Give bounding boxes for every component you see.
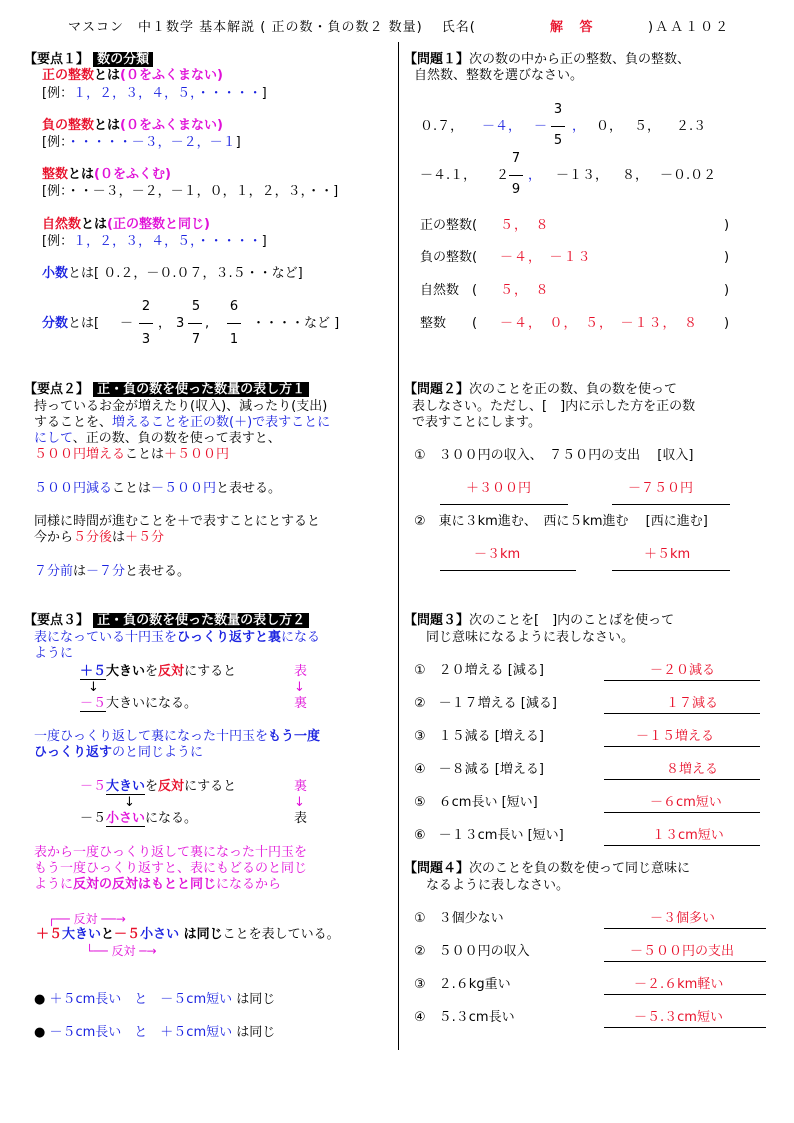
answer-natural-label: 自然数 ( [420,283,478,298]
text: [例： [42,234,74,249]
answer-line [604,1027,766,1028]
text-line [34,431,281,447]
highlight: ５００円増える [34,447,126,462]
side-label: 表 [294,664,308,679]
answer: －５００円の支出 [630,944,735,959]
question: ④ －８減る [増える] [414,762,544,777]
worksheet-code: )ＡＡ１０２ [648,20,731,35]
fraction-denominator: 3 [141,332,151,347]
value: －５ [80,779,107,794]
problem3-line1 [404,613,674,629]
answer: －５.３cm短い [634,1010,723,1025]
nat-example [42,234,267,250]
answer: －７５０円 [628,481,694,496]
note: (０をふくまない) [120,68,223,83]
text: 表になっている十円玉を [34,630,178,645]
value: －５ [80,811,107,826]
text: は [112,530,126,545]
down-arrow-icon: ↓ [294,795,305,810]
fraction-denominator: 5 [553,133,563,148]
text-line [34,564,190,580]
problem4-line1 [404,861,690,877]
question: ③ ２.６kg重い [414,977,511,992]
answer-label: 解 答 [550,20,599,35]
text: と表せる。 [216,481,282,496]
answer: ８増える [666,762,719,777]
answer: ＋５km [644,547,691,562]
comma: , [205,316,210,331]
answer-line [612,504,730,505]
text: [例： [42,86,74,101]
text: ことを表している。 [222,927,340,942]
paren-close: ) [724,218,730,233]
number: ２.３ [676,119,707,134]
answer: －３km [474,547,521,562]
fraction-numerator: 6 [229,299,239,314]
text-line [34,745,203,761]
fraction-denominator: 9 [511,182,521,197]
point3-header [24,613,309,629]
question: ① ３００円の収入、 ７５０円の支出 [収入] [414,448,694,463]
fraction-numerator: 5 [191,299,201,314]
text-line [34,481,281,497]
opposite-arrow-top: ┌── 反対 ──→ [48,912,126,926]
fraction-bar [139,323,153,324]
text-line: 同様に時間が進むことを＋で表すことにとすると [34,514,321,529]
number: －１３， [556,168,609,183]
decimal-def [42,266,303,282]
highlight: ７分前 [34,564,74,579]
term: 正の整数 [42,68,95,83]
answer-line [604,680,760,681]
text: とは [68,167,95,182]
text: と [101,927,115,942]
answer-negative: －４， －１３ [500,250,592,265]
pos-int-example [42,86,267,102]
text-line: 表から一度ひっくり返して裏になった十円玉を [34,845,308,860]
column-divider [398,42,399,1050]
text-line: もう一度ひっくり返すと、表にもどるのと同じ [34,861,308,876]
text-line [34,415,330,431]
neg-int-example [42,135,241,151]
text: 、正の数、負の数を使って表すと、 [72,431,281,446]
answer-line [604,845,760,846]
highlight: －７分 [86,564,126,579]
question: ③ １５減る [増える] [414,729,544,744]
down-arrow-icon: ↓ [88,680,99,695]
fraction-bar [551,126,565,127]
int-def [42,167,171,183]
number: －４， [482,119,522,134]
highlight: ひっくり返す [34,745,113,760]
text: ] [235,135,241,150]
fraction-numerator: 7 [511,151,521,166]
answer-positive: ５， ８ [500,218,550,233]
point2-header [24,382,309,398]
number: －０.０２ [660,168,717,183]
values: １，２，３，４，５，・・・・・ [73,234,262,249]
point1-tag: 【要点１】 [24,52,90,67]
problem2-line1 [404,382,677,398]
note: (正の整数と同じ) [107,217,210,232]
question: ⑤ ６cm長い [短い] [414,795,538,810]
number: ５， [634,119,661,134]
text-line [34,729,320,745]
fraction-denominator: 1 [229,332,239,347]
fraction-bar [509,175,523,176]
number: ０.７， [420,119,464,134]
text: は同じ [236,1025,276,1040]
term: 小数 [42,266,69,281]
problem1-line2: 自然数、整数を選びなさい。 [414,68,584,83]
pos-int-def [42,68,223,84]
answer-negative-label: 負の整数( [420,250,478,265]
comma: ， [158,316,172,331]
side-label: 表 [294,811,308,826]
answer-line [612,570,730,571]
number: ０， [596,119,623,134]
nat-def [42,217,210,233]
fraction-numerator: 2 [141,299,151,314]
highlight: 反対 [158,779,185,794]
text: と表せる。 [125,564,191,579]
paren-close: ) [724,283,730,298]
point3-tag: 【要点３】 [24,613,90,628]
text: は同じ [236,992,276,1007]
highlight: にして [34,431,73,446]
text: 大きい [62,927,102,942]
text: とは [94,68,121,83]
fraction-denominator: 7 [191,332,201,347]
question: ② 東に３km進む、 西に５km進む [西に進む] [414,514,708,529]
problem3-line2: 同じ意味になるように表しなさい。 [426,630,635,645]
fraction-numerator: 3 [553,102,563,117]
answer-line [604,812,760,813]
answer-line [604,779,760,780]
text: 小さい [140,927,180,942]
text: ことは [112,481,152,496]
highlight: ひっくり返すと裏 [177,630,282,645]
text: ことは [125,447,165,462]
problem3-tag: 【問題３】 [404,613,470,628]
text: ＋５cm長い と －５cm短い [49,992,233,1007]
value: －５ [80,696,107,711]
text: 一度ひっくり返して裏になった十円玉を [34,729,269,744]
highlight: ５００円減る [34,481,113,496]
mixed-integer: 3 [176,316,185,331]
text: とは[ ０.２，－０.０７，３.５・・など] [68,266,303,281]
paren-close: ) [724,250,730,265]
text: にすると [184,779,237,794]
answer: －１５増える [636,729,715,744]
text-line: 持っているお金が増えたり(収入)、減ったり(支出) [34,399,328,414]
value: ＋５ [80,664,107,679]
problem4-tag: 【問題４】 [404,861,470,876]
text: 大きい [106,664,146,679]
answer-natural: ５， ８ [500,283,550,298]
text-line [34,530,164,546]
example-line [80,779,236,795]
answer-integer: －４， ０， ５， －１３， ８ [500,316,699,331]
text: 次の数の中から正の整数、負の整数、 [469,52,691,67]
answer-line [440,570,576,571]
text: することを、 [34,415,113,430]
answer: －３個多い [650,911,716,926]
point2-tag: 【要点２】 [24,382,90,397]
highlight: 反対の反対はもとと同じ [73,877,217,892]
problem1-line1 [404,52,690,68]
highlight: 反対 [158,664,185,679]
text: －５cm長い と ＋５cm短い [49,1025,233,1040]
term: 分数 [42,316,69,331]
question: ② －１７増える [減る] [414,696,557,711]
text: 次のことを負の数を使って同じ意味に [469,861,691,876]
question: ④ ５.３cm長い [414,1010,515,1025]
text: ] [261,234,267,249]
text: になる。 [145,811,198,826]
term: 負の整数 [42,118,95,133]
answer-line [604,928,766,929]
answer: １７減る [666,696,719,711]
mixed-integer: ２ [496,168,510,183]
summary-line [36,927,340,943]
highlight: －５００円 [151,481,217,496]
example-line [80,811,197,827]
text: とは [81,217,108,232]
down-arrow-icon: ↓ [124,795,135,810]
highlight: ５分後 [73,530,113,545]
value: ＋５ [36,927,63,942]
text-line [34,877,281,893]
example-line [80,696,197,712]
values: ・・・・・－３，－２，－１ [66,135,236,150]
term: 整数 [42,167,69,182]
paren-close: ) [724,316,730,331]
point2-title: 正・負の数を使った数量の表し方１ [93,382,309,397]
highlight: ＋５分 [125,530,165,545]
answer-line [604,713,760,714]
text: ように [34,877,74,892]
answer-line [604,961,766,962]
problem2-line2: 表しなさい。ただし、[ ]内に示した方を正の数 [412,399,696,414]
comma: ， [528,168,542,183]
answer: －２０減る [650,663,716,678]
text: とは[ [68,316,100,331]
answer-integer-label: 整数 ( [420,316,478,331]
problem2-tag: 【問題２】 [404,382,470,397]
example-line [80,664,236,680]
number: ８， [622,168,649,183]
text: 今から [34,530,74,545]
bullet-icon: ● [34,992,50,1007]
values: １，２，３，４，５，・・・・・ [73,86,262,101]
text: 大きい [106,779,146,794]
neg-int-def [42,118,223,134]
text: を [145,779,159,794]
text: とは [94,118,121,133]
text-line [34,447,229,463]
text: 次のことを[ ]内のことばを使って [469,613,675,628]
text: になるから [216,877,282,892]
question: ⑥ －１３cm長い [短い] [414,828,564,843]
side-label: 裏 [294,696,308,711]
page-title: マスコン 中１数学 基本解説 ( 正の数・負の数２ 数量) 氏名( [68,20,476,35]
highlight: ＋５００円 [164,447,230,462]
note: (０をふくまない) [120,118,223,133]
text: 次のことを正の数、負の数を使って [469,382,678,397]
answer: ＋３００円 [466,481,532,496]
bullet-line [34,992,275,1008]
down-arrow-icon: ↓ [294,680,305,695]
answer: －６cm短い [650,795,722,810]
question: ① ２０増える [減る] [414,663,544,678]
question: ① ３個少ない [414,911,504,926]
highlight: 小さい [106,811,146,826]
side-label: 裏 [294,779,308,794]
text-line [34,630,320,646]
opposite-arrow-bottom: └── 反対 ─→ [86,944,157,958]
fraction-end: ・・・・など ] [252,316,340,331]
answer-positive-label: 正の整数( [420,218,478,233]
problem4-line2: なるように表しなさい。 [426,878,570,893]
text: にすると [184,664,237,679]
question: ② ５００円の収入 [414,944,530,959]
answer: １３cm短い [652,828,724,843]
point3-title: 正・負の数を使った数量の表し方２ [93,613,309,628]
point1-title: 数の分類 [93,52,153,67]
highlight: もう一度 [268,729,321,744]
text-line: ように [34,646,74,661]
text: になる [281,630,321,645]
problem1-tag: 【問題１】 [404,52,470,67]
text: 大きいになる。 [106,696,198,711]
fraction-intro [42,316,99,332]
answer-line [604,746,760,747]
text: ] [261,86,267,101]
minus-sign: － [534,119,548,134]
point1-header [24,52,153,68]
answer-line [440,504,568,505]
comma: ， [572,119,586,134]
minus-sign: － [120,316,134,331]
answer-line [604,994,766,995]
fraction-bar [188,323,202,324]
bullet-icon: ● [34,1025,50,1040]
highlight: 増えることを正の数(＋)で表すことに [112,415,331,430]
problem2-line3: で表すことにします。 [412,415,541,430]
text: [例： [42,135,67,150]
number: －４.１， [420,168,477,183]
text: は同じ [183,927,223,942]
bullet-line [34,1025,275,1041]
int-example: [例：・・－３，－２，－１，０，１，２，３，・・] [42,184,339,199]
answer: －２.６km軽い [634,977,724,992]
fraction-bar [227,323,241,324]
text: は [73,564,87,579]
term: 自然数 [42,217,82,232]
value: －５ [114,927,141,942]
text: のと同じように [112,745,204,760]
text: を [145,664,159,679]
note: (０をふくむ) [94,167,171,182]
